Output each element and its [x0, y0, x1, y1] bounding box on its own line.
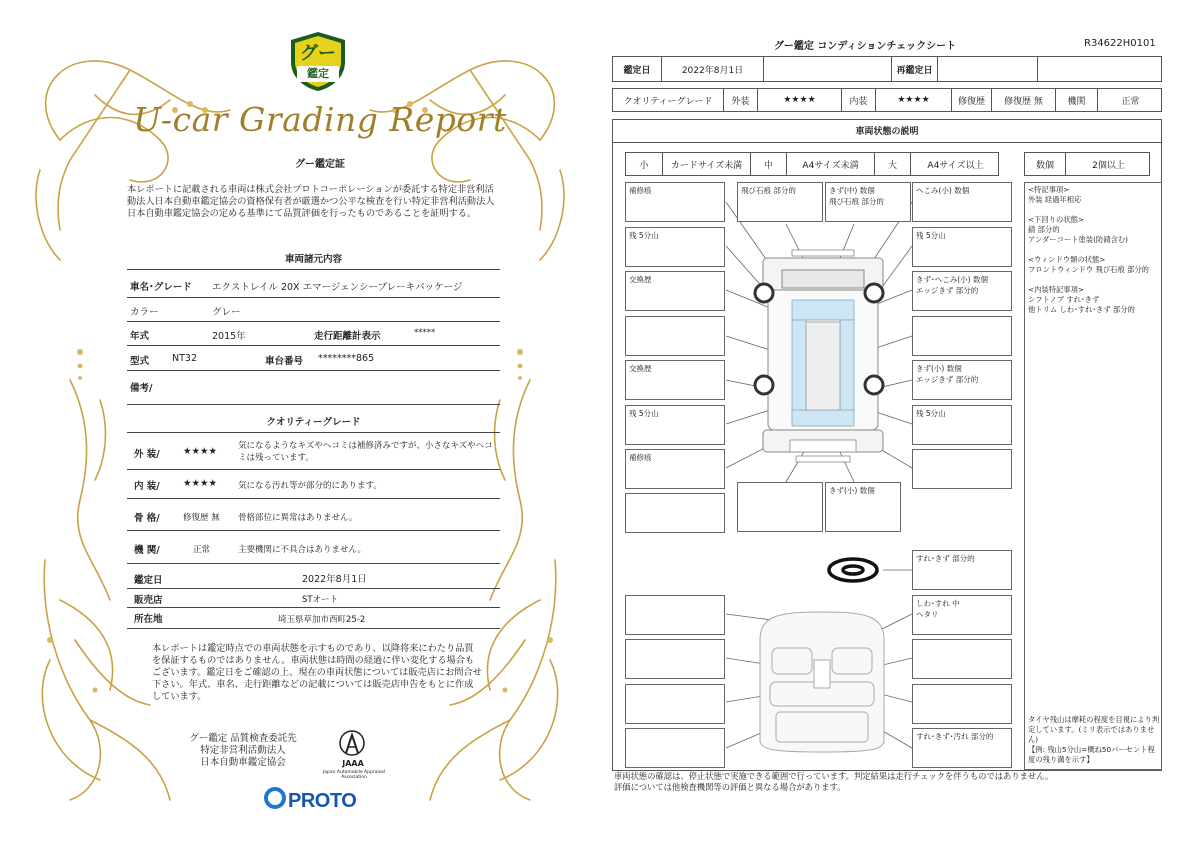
divider: [127, 563, 500, 564]
count-desc: 2個以上: [1065, 153, 1151, 175]
divider: [127, 269, 500, 270]
damage-box-right-4: [912, 316, 1012, 356]
special-notes: [1024, 182, 1162, 770]
interior-box-right-3: [912, 639, 1012, 679]
bottom-note-line-2: 評価については他検査機関等の評価と異なる場合があります。: [614, 782, 846, 792]
exterior-stars: ★★★★: [757, 89, 841, 111]
damage-box-left-1: 補修痕: [625, 182, 725, 222]
engine-label: 機 関/: [134, 545, 160, 556]
chassis-label: 車台番号: [265, 356, 304, 367]
condition-check-sheet: [600, 0, 1200, 848]
frame-value: 修復歴 無: [183, 513, 220, 523]
interior-box-right-1: すれ･きず 部分的: [912, 550, 1012, 590]
exterior-comment: 気になるようなキズやヘコミは補修済みですが、小さなキズやヘコミは残っています。: [238, 441, 493, 463]
name-label: 車名･グレード: [130, 282, 192, 293]
condition-title: 車両状態の説明: [612, 119, 1162, 143]
report-title: U-car Grading Report: [133, 100, 507, 139]
bottom-note-line-1: 車両状態の確認は、停止状態で実施できる範囲で行っています。判定結果は走行チェックを伴うものではありません。: [614, 771, 1054, 781]
dealer-value: STオート: [302, 595, 339, 605]
damage-box-right-6: 残 5分山: [912, 405, 1012, 445]
frame-comment: 骨格部位に異常はありません。: [238, 513, 358, 523]
engine-value: 正常: [1097, 89, 1163, 111]
certificate-title: グー鑑定証: [295, 159, 345, 170]
note-title: <下回りの状態>: [1028, 215, 1085, 224]
date-label: 鑑定日: [623, 65, 651, 76]
exterior-label: 外装: [723, 89, 757, 111]
reappraisal-label: 再鑑定日: [891, 57, 937, 81]
engine-comment: 主要機関に不具合はありません。: [238, 545, 367, 555]
car-interior-diagram-icon: [760, 612, 884, 752]
interior-box-right-5: すれ･きず･汚れ 部分的: [912, 728, 1012, 768]
jaaa-emblem: [318, 729, 398, 759]
damage-box-left-2: 残 5分山: [625, 227, 725, 267]
color-label: カラー: [130, 307, 159, 318]
jaaa-logo-icon: [318, 729, 398, 781]
damage-box-left-4: [625, 316, 725, 356]
size-small-desc: カードサイズ未満: [662, 153, 750, 175]
size-medium: 中: [750, 153, 786, 175]
divider: [127, 432, 500, 433]
note-body: フロントウィンドウ 飛び石痕 部分的: [1028, 265, 1149, 274]
divider: [127, 530, 500, 531]
divider: [127, 607, 500, 608]
note-title: <特記事項>: [1028, 185, 1070, 194]
damage-box-right-5: きず(小) 数個 エッジきず 部分的: [912, 360, 1012, 400]
certificate-text: 本レポートに記載される車両は株式会社プロトコーポレーションが委託する特定非営利活動法人日本自動車鑑定協会の資格保有者が厳選かつ公平な検査を行い特定非営利活動法人日本自動車鑑定協会の定める基準にて品質評価を行ったものであることを証明する。: [127, 184, 495, 219]
interior-label: 内装: [841, 89, 875, 111]
quality-section-title: クオリティーグレード: [266, 417, 361, 428]
interior-box-right-2: しわ･すれ 中 ヘタリ: [912, 595, 1012, 635]
divider: [127, 469, 500, 470]
note-title: <内装特記事項>: [1028, 285, 1085, 294]
name-value: エクストレイル 20X エマージェンシーブレーキパッケージ: [212, 282, 463, 293]
logo-top-text: グー: [300, 43, 336, 64]
note-item: [1028, 215, 1158, 245]
footer-line-1: グー鑑定 品質検査委託先: [189, 733, 297, 744]
interior-box-left-3: [625, 684, 725, 724]
damage-box-top-2: きず(中) 数個 飛び石痕 部分的: [825, 182, 911, 222]
chassis-value: ********865: [318, 353, 375, 364]
damage-box-left-6: 残 5分山: [625, 405, 725, 445]
dealer-label: 販売店: [134, 595, 163, 606]
proto-text: PROTO: [288, 790, 357, 812]
size-small: 小: [639, 160, 649, 171]
divider: [127, 345, 500, 346]
interior-comment: 気になる汚れ等が部分的にあります。: [238, 481, 382, 491]
color-value: グレー: [212, 307, 241, 318]
remarks-label: 備考/: [130, 383, 153, 394]
divider: [127, 370, 500, 371]
date-value: 2022年8月1日: [302, 574, 367, 585]
exterior-label: 外 装/: [134, 449, 160, 460]
divider: [127, 498, 500, 499]
notice-text: 本レポートは鑑定時点での車両状態を示すものであり、以降将来にわたり品質を保証するものではありません。車両状態は時間の経過に伴い変化する場合もございます。鑑定日をご確認の上、現在の車両状態については販売店にお問合せ下さい。年式、車名、走行距離などの記載については販売店申告をもとに作成しています。: [152, 643, 482, 702]
interior-stars: ★★★★: [875, 89, 951, 111]
divider: [127, 297, 500, 298]
size-large-desc: A4サイズ以上: [910, 153, 1000, 175]
repair-value: 修復歴 無: [991, 89, 1055, 111]
divider: [127, 321, 500, 322]
engine-label: 機関: [1055, 89, 1097, 111]
sheet-title: グー鑑定 コンディションチェックシート: [773, 41, 957, 52]
engine-value: 正常: [193, 545, 211, 555]
damage-box-top-1: 飛び石痕 部分的: [737, 182, 823, 222]
note-item: [1028, 255, 1158, 275]
note-item: [1028, 185, 1158, 205]
exterior-stars: ★★★★: [183, 446, 218, 457]
mileage-value: *****: [414, 328, 436, 338]
damage-box-bottom-1: [737, 482, 823, 532]
logo-bottom-text: 鑑定: [297, 66, 339, 82]
date-value: 2022年8月1日: [661, 57, 763, 81]
goo-kantei-logo-icon: [287, 30, 349, 92]
model-label: 型式: [130, 356, 150, 367]
interior-box-left-4: [625, 728, 725, 768]
damage-box-right-1: へこみ(小) 数個: [912, 182, 1012, 222]
interior-box-right-4: [912, 684, 1012, 724]
mileage-label: 走行距離計表示: [314, 331, 381, 342]
address-label: 所在地: [134, 614, 163, 625]
sheet-id: R34622H0101: [1084, 38, 1156, 49]
jaaa-subtext: Japan Automobile Appraisal Association: [322, 770, 386, 780]
date-label: 鑑定日: [134, 575, 163, 586]
note-title: <ウィンドウ類の状態>: [1028, 255, 1106, 264]
note-item: [1028, 285, 1158, 315]
proto-mark: [264, 787, 286, 809]
footer-line-3: 日本自動車鑑定協会: [200, 757, 286, 768]
damage-box-bottom-2: きず(小) 数個: [825, 482, 901, 532]
size-medium-desc: A4サイズ未満: [786, 153, 874, 175]
jaaa-text: JAAA: [342, 759, 364, 768]
interior-label: 内 装/: [134, 481, 160, 492]
steering-wheel-icon: [829, 559, 877, 581]
footer-org-text: [168, 733, 318, 769]
proto-logo-icon: [264, 785, 356, 813]
damage-box-left-3: 交換歴: [625, 271, 725, 311]
repair-label: 修復歴: [951, 89, 991, 111]
damage-box-left-5: 交換歴: [625, 360, 725, 400]
note-body: 錆 部分的 アンダーコート塗装(防錆含む): [1028, 225, 1128, 244]
note-body: 外装 経過年相応: [1028, 195, 1082, 204]
interior-box-left-2: [625, 639, 725, 679]
damage-box-right-7: [912, 449, 1012, 489]
year-value: 2015年: [212, 331, 246, 342]
count-label: 数個: [1035, 160, 1054, 171]
year-label: 年式: [130, 331, 150, 342]
spec-section-title: 車両諸元内容: [284, 254, 342, 265]
damage-box-right-3: きず･へこみ(小) 数個 エッジきず 部分的: [912, 271, 1012, 311]
note-body: シフトノブ すれ･きず 他トリム しわ･すれ･きず 部分的: [1028, 295, 1135, 314]
tyre-note: タイヤ残山は摩耗の程度を目視により判定しています。(ミリ表示ではありません) 【例: 残山5分山=概ね50パーセント程度の残り溝を示す】: [1028, 715, 1160, 764]
divider: [127, 404, 500, 405]
model-value: NT32: [172, 353, 197, 364]
damage-box-left-8: [625, 493, 725, 533]
damage-box-left-7: 補修痕: [625, 449, 725, 489]
size-large: 大: [874, 153, 910, 175]
address-value: 埼玉県草加市西町25-2: [278, 615, 366, 625]
footer-line-2: 特定非営利活動法人: [200, 745, 286, 756]
damage-box-right-2: 残 5分山: [912, 227, 1012, 267]
quality-label: クオリティーグレード: [623, 96, 713, 107]
divider: [127, 588, 500, 589]
interior-box-left-1: [625, 595, 725, 635]
bottom-note: [614, 771, 1184, 793]
divider: [127, 628, 500, 629]
frame-label: 骨 格/: [134, 513, 160, 524]
interior-stars: ★★★★: [183, 478, 218, 489]
